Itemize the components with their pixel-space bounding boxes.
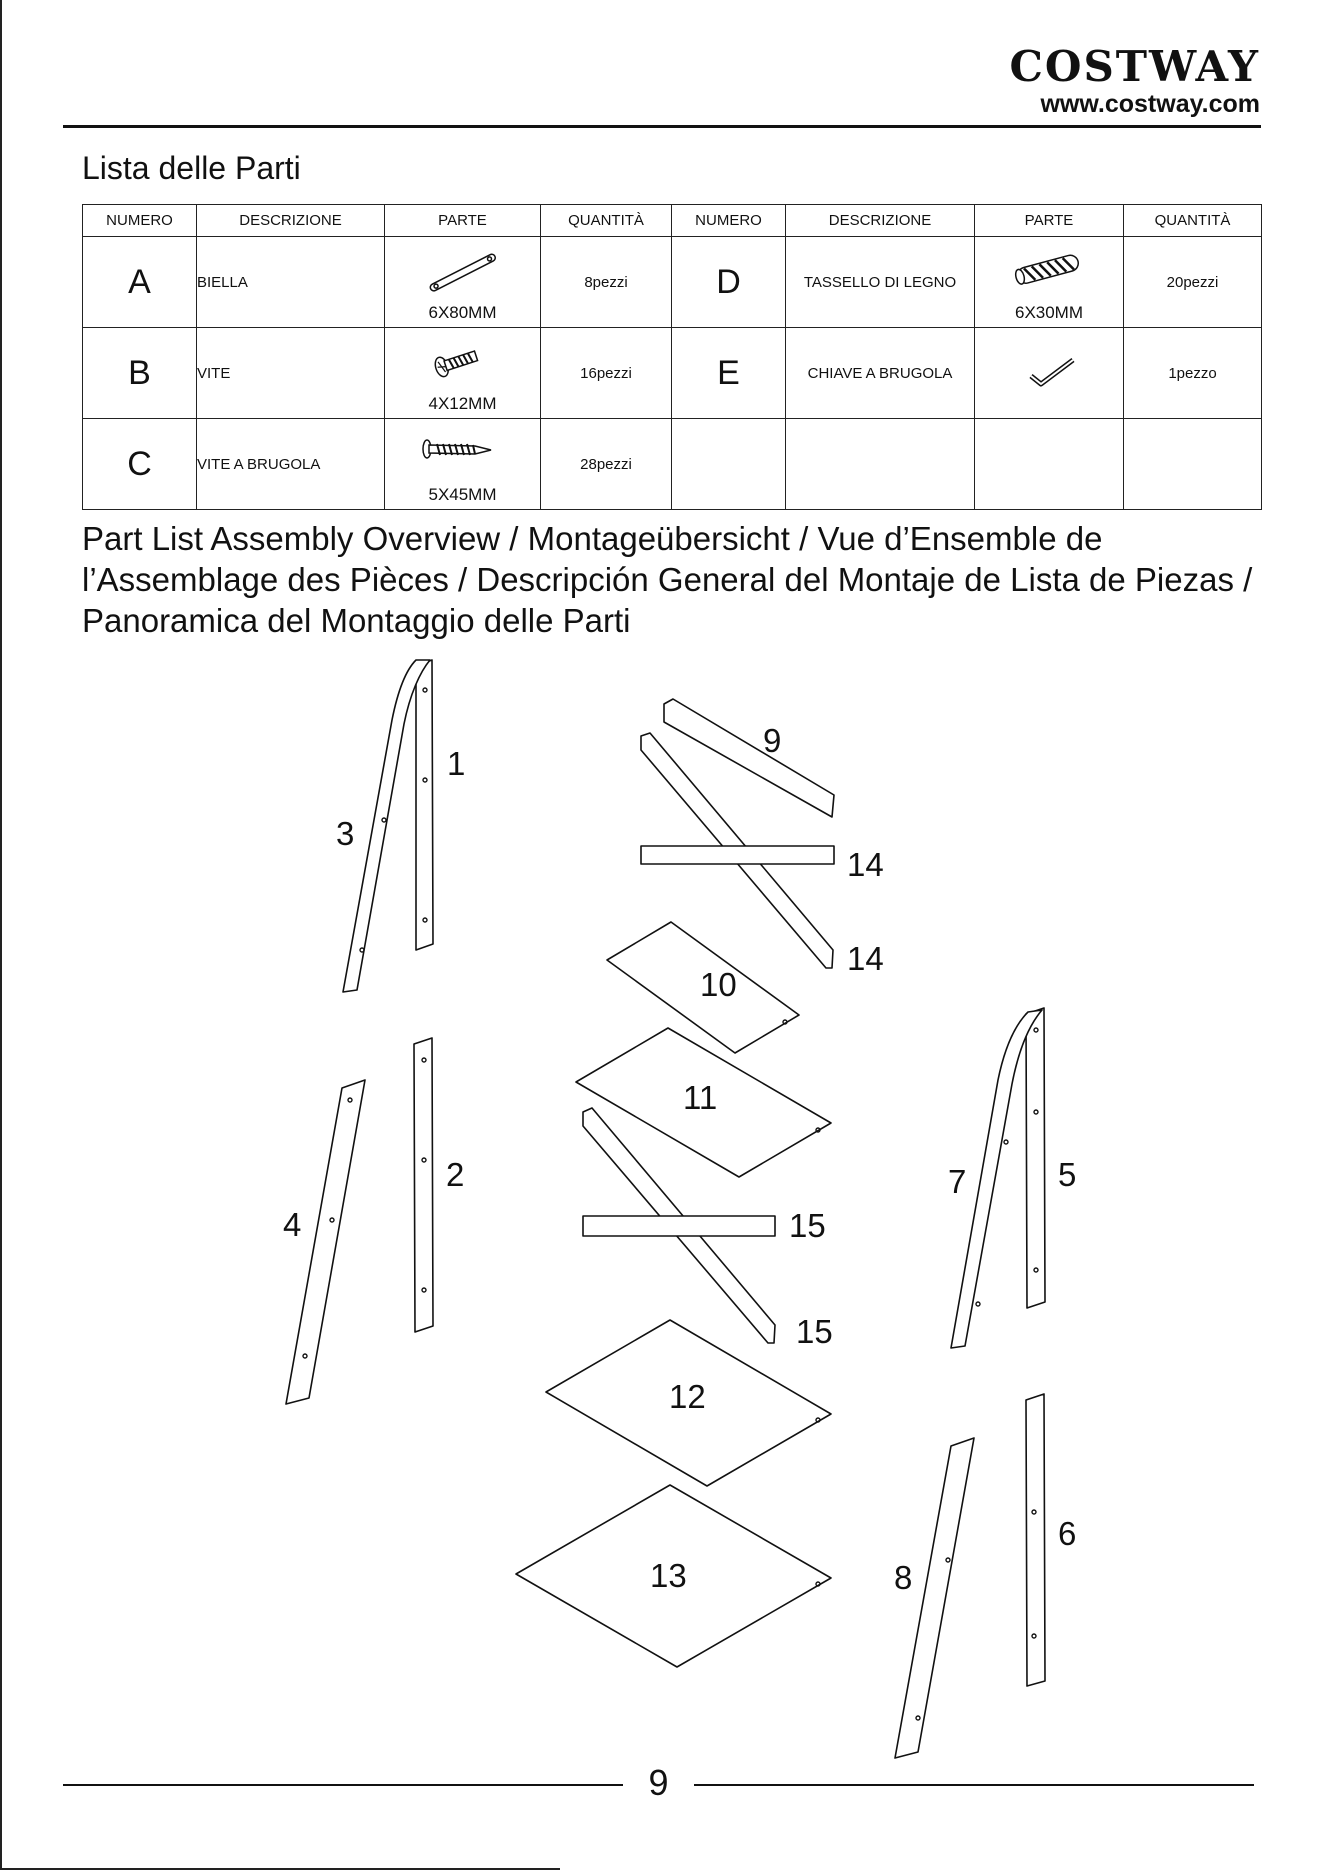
part-size: 6X30MM <box>1014 303 1084 322</box>
part-size: 5X45MM <box>428 485 497 504</box>
part-cell <box>975 419 1124 510</box>
header-rule <box>63 125 1261 128</box>
part-quantity: 28pezzi <box>541 419 672 510</box>
part-description <box>786 419 975 510</box>
parts-table <box>82 204 1262 510</box>
label-part-3: 3 <box>336 815 355 852</box>
column-header: DESCRIZIONE <box>197 205 385 237</box>
label-part-8: 8 <box>894 1559 913 1596</box>
part-description: CHIAVE A BRUGOLA <box>786 328 975 419</box>
label-part-14-rail: 14 <box>847 846 884 883</box>
footer-rule-left <box>63 1784 623 1786</box>
label-part-12: 12 <box>669 1378 706 1415</box>
table-row <box>83 328 1262 419</box>
part-1-upright <box>416 660 433 950</box>
part-size: 6X80MM <box>428 303 497 322</box>
part-number <box>672 419 786 510</box>
column-header: QUANTITÀ <box>541 205 672 237</box>
part-number: C <box>83 419 197 510</box>
column-header: DESCRIZIONE <box>786 205 975 237</box>
column-header: QUANTITÀ <box>1124 205 1262 237</box>
column-header: PARTE <box>385 205 541 237</box>
part-15-rail <box>583 1216 775 1236</box>
label-part-10: 10 <box>700 966 737 1003</box>
column-header: PARTE <box>975 205 1124 237</box>
label-part-7: 7 <box>948 1163 967 1200</box>
label-part-9: 9 <box>763 722 782 759</box>
part-description: VITE <box>197 328 385 419</box>
assembly-diagram <box>0 640 1323 1780</box>
part-number: A <box>83 237 197 328</box>
part-number: E <box>672 328 786 419</box>
allen-key-icon <box>975 328 1124 418</box>
parts-table-header <box>83 205 1262 237</box>
part-quantity <box>1124 419 1262 510</box>
brand-logo: COSTWAY <box>1009 42 1260 91</box>
table-row <box>83 419 1262 510</box>
part-description: VITE A BRUGOLA <box>197 419 385 510</box>
part-quantity: 20pezzi <box>1124 237 1262 328</box>
part-cell <box>385 237 541 328</box>
label-part-4: 4 <box>283 1206 302 1243</box>
part-5-upright <box>1026 1008 1045 1308</box>
part-quantity: 8pezzi <box>541 237 672 328</box>
label-part-6: 6 <box>1058 1515 1077 1552</box>
footer-rule-right <box>694 1784 1254 1786</box>
part-cell <box>975 237 1124 328</box>
brand-url: www.costway.com <box>1040 90 1260 118</box>
part-description: BIELLA <box>197 237 385 328</box>
part-description: TASSELLO DI LEGNO <box>786 237 975 328</box>
brand-header <box>1009 44 1260 118</box>
part-size: 4X12MM <box>428 394 497 413</box>
part-cell <box>975 328 1124 419</box>
part-cell <box>385 328 541 419</box>
part-number: D <box>672 237 786 328</box>
column-header: NUMERO <box>83 205 197 237</box>
part-quantity: 1pezzo <box>1124 328 1262 419</box>
table-row <box>83 237 1262 328</box>
part-number: B <box>83 328 197 419</box>
parts-list-title: Lista delle Parti <box>82 150 301 186</box>
part-6-upright <box>1026 1394 1045 1686</box>
part-14-rail <box>641 846 834 864</box>
label-part-11: 11 <box>683 1079 718 1116</box>
label-part-2: 2 <box>446 1156 465 1193</box>
label-part-15-rail: 15 <box>789 1207 826 1244</box>
column-header: NUMERO <box>672 205 786 237</box>
label-part-14-diagonal: 14 <box>847 940 884 977</box>
part-8-leg <box>895 1438 974 1758</box>
label-part-13: 13 <box>650 1557 687 1594</box>
part-cell <box>385 419 541 510</box>
part-quantity: 16pezzi <box>541 328 672 419</box>
label-part-15-diagonal: 15 <box>796 1313 833 1350</box>
label-part-1: 1 <box>447 745 466 782</box>
label-part-5: 5 <box>1058 1156 1077 1193</box>
assembly-overview-title: Part List Assembly Overview / Montageübersicht / Vue d’Ensemble de l’Assemblage des Pièces / Descripción General del Montaje de Lista de Piezas / Panoramica del Montaggio delle Parti <box>82 520 1253 639</box>
page-number: 9 <box>648 1762 669 1803</box>
